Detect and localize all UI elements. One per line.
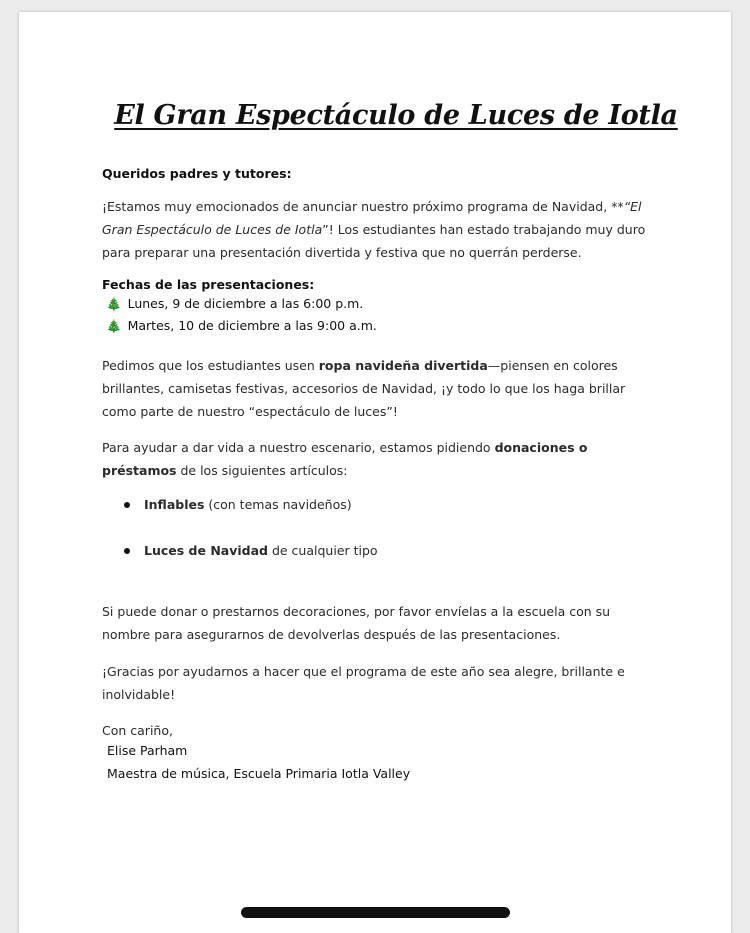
intro-paragraph — [102, 195, 662, 264]
item-rest: (con temas navideños) — [204, 497, 352, 512]
intro-text-c: ”! Los estudiantes han estado trabajando muy duro para preparar una presentación divertida y festiva que no querrán perderse. — [102, 222, 646, 260]
thanks-paragraph: ¡Gracias por ayudarnos a hacer que el programa de este año sea alegre, brillante e inolvidable! — [102, 664, 625, 702]
home-indicator[interactable] — [241, 907, 510, 918]
christmas-tree-icon: 🎄 — [106, 318, 122, 333]
item-rest: de cualquier tipo — [267, 543, 378, 558]
list-item — [124, 497, 352, 512]
bullet-icon — [124, 502, 130, 508]
document-page — [19, 12, 731, 933]
page-title: El Gran Espectáculo de Luces de Iotla — [114, 100, 678, 131]
intro-text-a: ¡Estamos muy emocionados de anunciar nuestro próximo programa de Navidad, ** — [102, 199, 624, 214]
christmas-tree-icon: 🎄 — [106, 296, 122, 311]
intro-show-name: “El Gran Espectáculo de Luces de Iotla — [102, 199, 642, 237]
attire-text-c: —piensen en colores brillantes, camisetas festivas, accesorios de Navidad, ¡y todo lo que los haga brillar como parte de nuestro “espectáculo de luces”! — [102, 358, 626, 419]
date-text: Martes, 10 de diciembre a las 9:00 a.m. — [127, 318, 377, 333]
bullet-icon — [124, 548, 130, 554]
salutation: Queridos padres y tutores: — [102, 166, 292, 181]
date-item — [106, 296, 363, 312]
attire-paragraph — [102, 354, 662, 423]
help-text-c: de los siguientes artículos: — [176, 463, 348, 478]
closing: Con cariño, — [102, 723, 173, 738]
help-paragraph — [102, 436, 662, 482]
help-highlight: donaciones o préstamos — [102, 440, 588, 478]
date-item — [106, 318, 377, 334]
item-bold: Inflables — [144, 497, 205, 512]
donate-paragraph: Si puede donar o prestarnos decoraciones, por favor envíelas a la escuela con su nombre para asegurarnos de devolverlas después de las presentaciones. — [102, 604, 611, 642]
dates-heading: Fechas de las presentaciones: — [102, 277, 315, 292]
signature-role: Maestra de música, Escuela Primaria Iotla Valley — [107, 766, 411, 781]
attire-text-a: Pedimos que los estudiantes usen — [102, 358, 319, 373]
list-item — [124, 543, 378, 558]
help-text-a: Para ayudar a dar vida a nuestro escenario, estamos pidiendo — [102, 440, 495, 455]
attire-highlight: ropa navideña divertida — [318, 358, 488, 373]
signature-name: Elise Parham — [107, 743, 188, 758]
date-text: Lunes, 9 de diciembre a las 6:00 p.m. — [127, 296, 364, 311]
item-bold: Luces de Navidad — [144, 543, 268, 558]
